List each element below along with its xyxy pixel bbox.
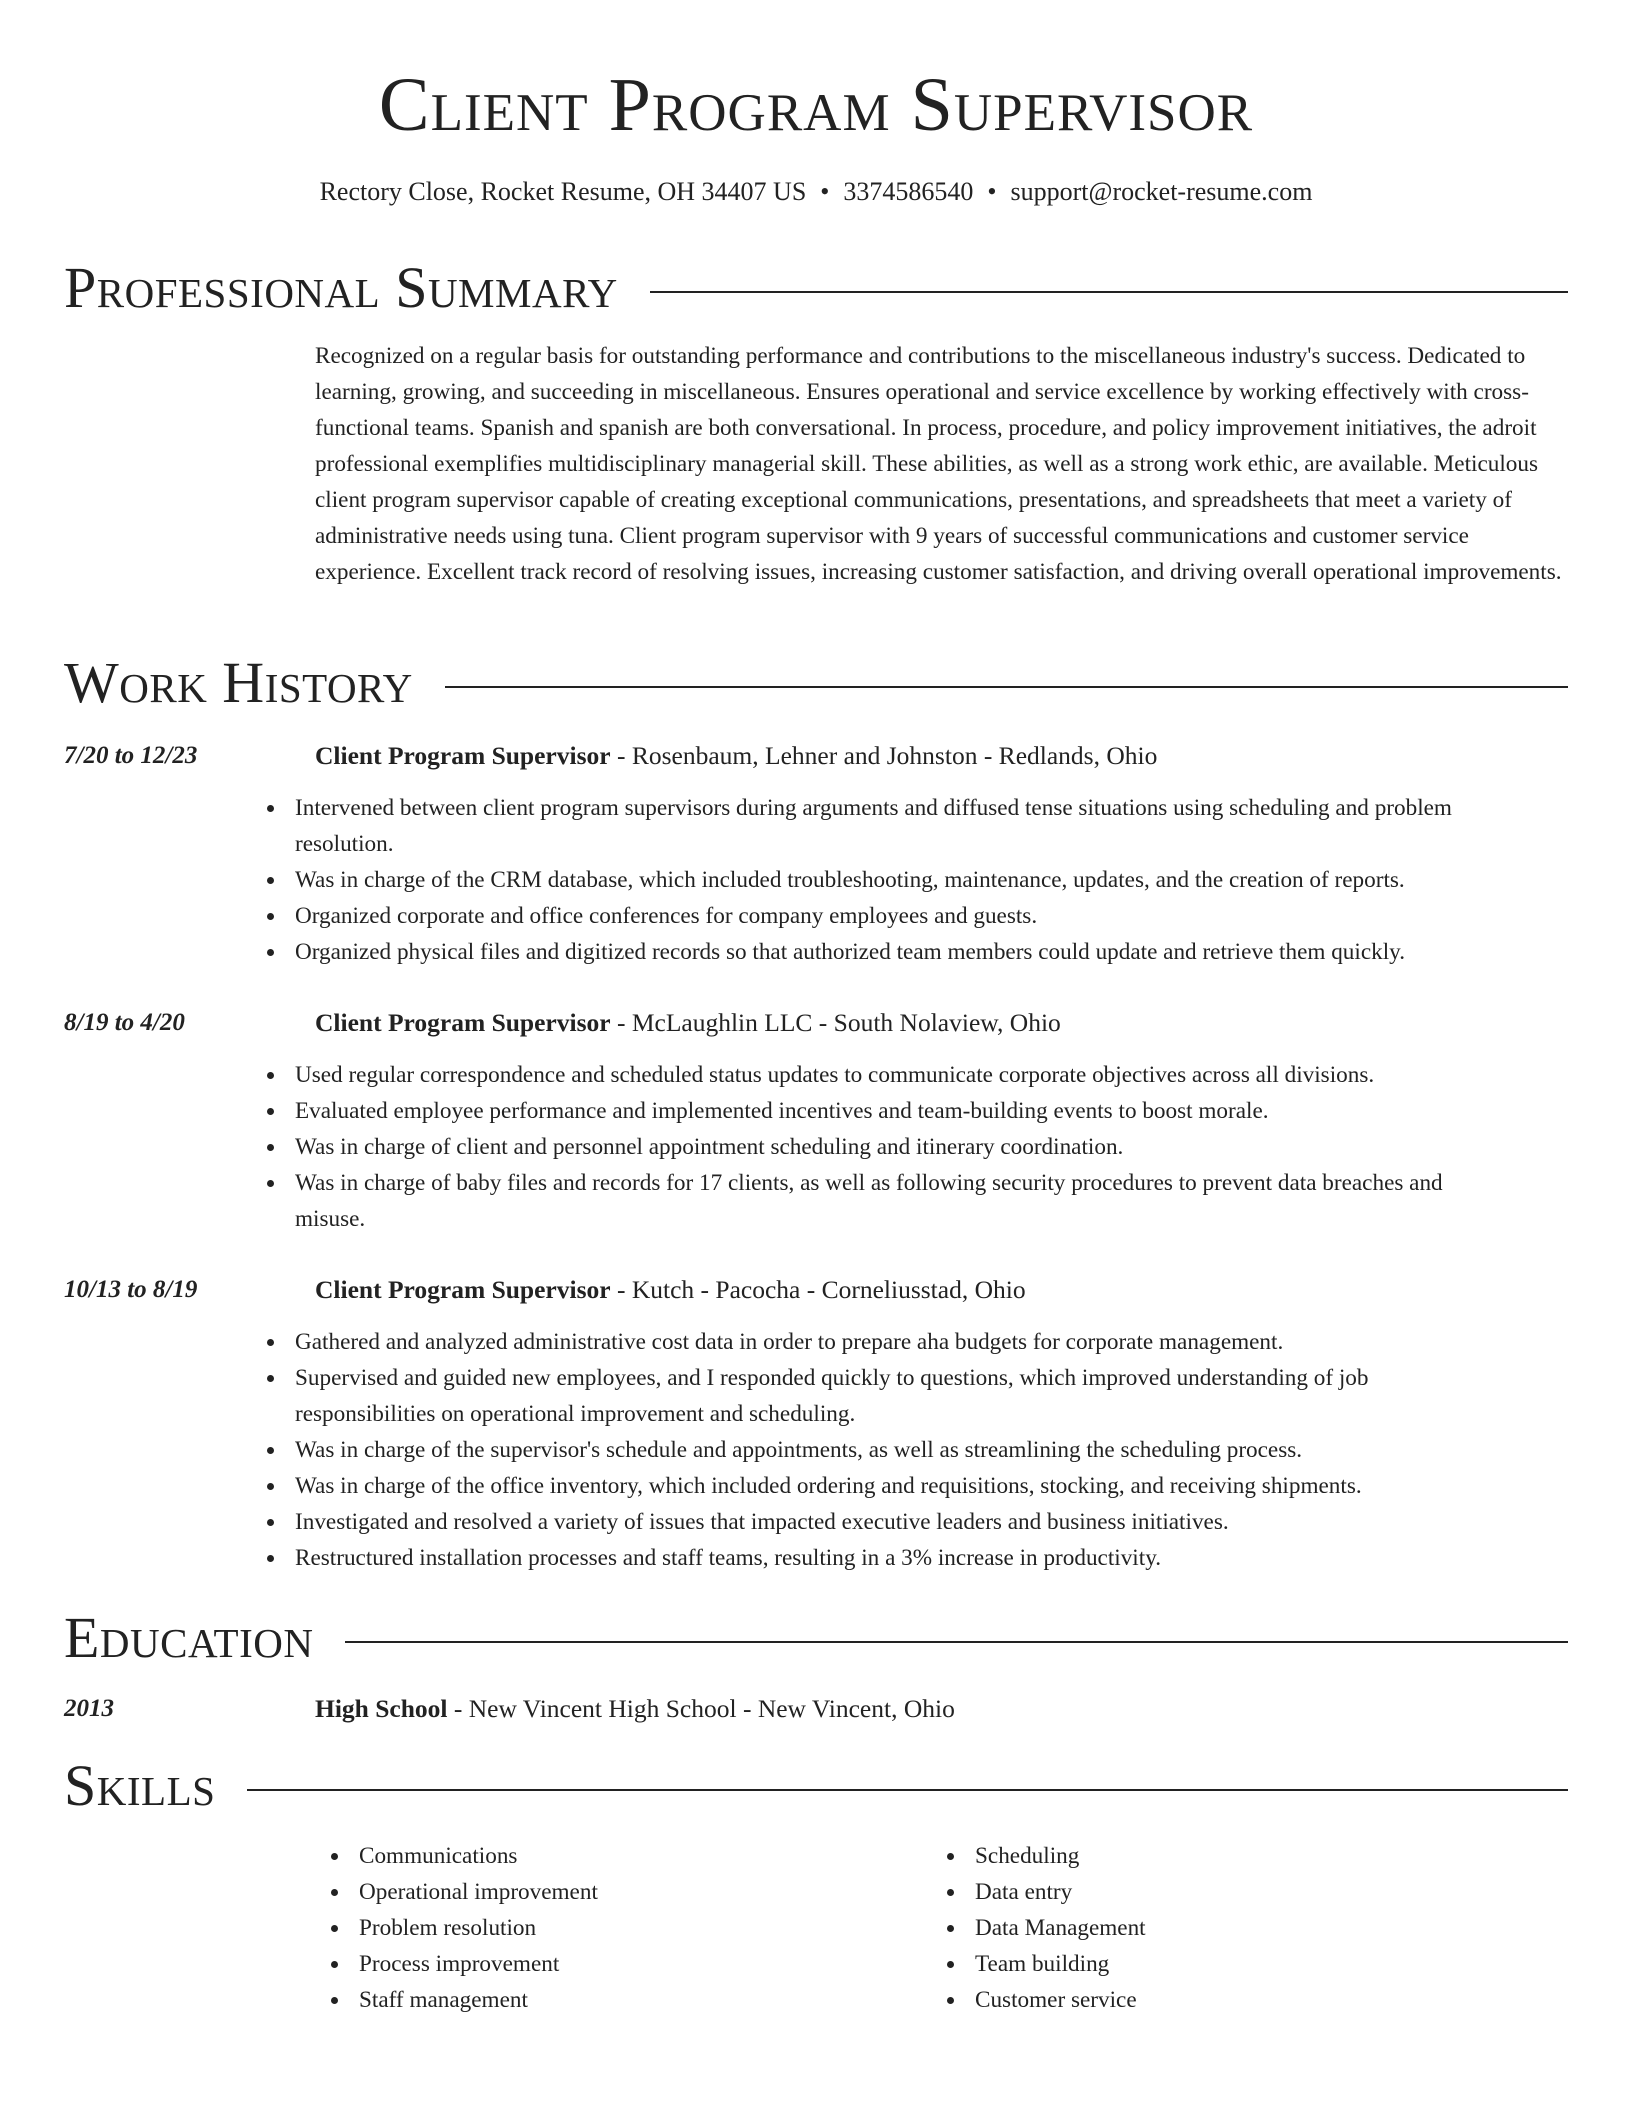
skills-list-right xyxy=(931,1838,1531,2018)
job-bullet-list xyxy=(251,1057,1504,1237)
skill-item: Process improvement xyxy=(359,1946,915,1982)
skill-item: Communications xyxy=(359,1838,915,1874)
section-divider xyxy=(345,1641,1568,1643)
job-bullet: Evaluated employee performance and implemented incentives and team-building events to boost morale. xyxy=(295,1093,1504,1129)
contact-line xyxy=(0,176,1632,208)
skill-item: Team building xyxy=(975,1946,1531,1982)
skill-item: Operational improvement xyxy=(359,1874,915,1910)
job-dates: 8/19 to 4/20 xyxy=(64,1009,185,1036)
job-bullet: Organized physical files and digitized records so that authorized team members could update and retrieve them quickly. xyxy=(295,934,1504,970)
contact-separator: • xyxy=(820,177,830,206)
job-bullet: Used regular correspondence and scheduled status updates to communicate corporate objectives across all divisions. xyxy=(295,1057,1504,1093)
job-role: Client Program Supervisor xyxy=(315,741,611,770)
job-bullet: Intervened between client program supervisors during arguments and diffused tense situations using scheduling and problem resolution. xyxy=(295,790,1504,862)
section-title-summary: Professional Summary xyxy=(64,255,618,320)
skills-list-left xyxy=(315,1838,915,2018)
job-role: Client Program Supervisor xyxy=(315,1275,611,1304)
skill-item: Data entry xyxy=(975,1874,1531,1910)
education-degree: High School xyxy=(315,1694,448,1723)
education-title-line xyxy=(315,1691,955,1727)
section-header-education xyxy=(64,1606,1568,1670)
summary-text: Recognized on a regular basis for outstanding performance and contributions to the miscellaneous industry's success. Dedicated to learning, growing, and succeeding in miscellaneous. Ensures operational and service excellence by working effectively with cross-functional teams. Spanish and spanish are both conversational. In process, procedure, and policy improvement initiatives, the adroit professional exemplifies multidisciplinary managerial skill. These abilities, as well as a strong work ethic, are available. Meticulous client program supervisor capable of creating exceptional communications, presentations, and spreadsheets that meet a variety of administrative needs using tuna. Client program supervisor with 9 years of successful communications and customer service experience. Excellent track record of resolving issues, increasing customer satisfaction, and driving overall operational improvements. xyxy=(315,343,1562,585)
job-bullet: Supervised and guided new employees, and I responded quickly to questions, which improved understanding of job responsibilities on operational improvement and scheduling. xyxy=(295,1360,1504,1432)
job-bullet: Was in charge of the supervisor's schedule and appointments, as well as streamlining the scheduling process. xyxy=(295,1432,1504,1468)
job-title-line xyxy=(315,1272,1026,1308)
job-role: Client Program Supervisor xyxy=(315,1008,611,1037)
section-title-work-history: Work History xyxy=(64,650,413,715)
section-header-summary xyxy=(64,256,1568,320)
section-title-skills: Skills xyxy=(64,1753,216,1818)
job-dates: 10/13 to 8/19 xyxy=(64,1276,198,1303)
job-bullet: Restructured installation processes and staff teams, resulting in a 3% increase in productivity. xyxy=(295,1540,1504,1576)
contact-phone: 3374586540 xyxy=(843,177,974,206)
education-year: 2013 xyxy=(64,1695,114,1722)
contact-separator: • xyxy=(987,177,997,206)
skill-item: Customer service xyxy=(975,1982,1531,2018)
job-bullet: Investigated and resolved a variety of issues that impacted executive leaders and business initiatives. xyxy=(295,1504,1504,1540)
skill-item: Data Management xyxy=(975,1910,1531,1946)
job-employer: - Kutch - Pacocha - Corneliusstad, Ohio xyxy=(610,1275,1026,1304)
job-bullet-list xyxy=(251,1324,1504,1576)
job-employer: - Rosenbaum, Lehner and Johnston - Redlands, Ohio xyxy=(610,741,1158,770)
contact-email: support@rocket-resume.com xyxy=(1010,177,1313,206)
job-bullet: Gathered and analyzed administrative cost data in order to prepare aha budgets for corporate management. xyxy=(295,1324,1504,1360)
job-title-line xyxy=(315,738,1157,774)
education-school: - New Vincent High School - New Vincent, Ohio xyxy=(447,1694,955,1723)
job-bullet: Was in charge of client and personnel appointment scheduling and itinerary coordination. xyxy=(295,1129,1504,1165)
section-divider xyxy=(445,686,1568,688)
contact-address: Rectory Close, Rocket Resume, OH 34407 US xyxy=(319,177,807,206)
job-bullet: Was in charge of the CRM database, which included troubleshooting, maintenance, updates, and the creation of reports. xyxy=(295,862,1504,898)
job-dates: 7/20 to 12/23 xyxy=(64,742,198,769)
candidate-name: Client Program Supervisor xyxy=(378,63,1254,147)
job-bullet: Organized corporate and office conferences for company employees and guests. xyxy=(295,898,1504,934)
section-divider xyxy=(247,1789,1568,1791)
section-title-education: Education xyxy=(64,1605,314,1670)
section-divider xyxy=(650,291,1568,293)
job-bullet: Was in charge of the office inventory, which included ordering and requisitions, stocking, and receiving shipments. xyxy=(295,1468,1504,1504)
job-employer: - McLaughlin LLC - South Nolaview, Ohio xyxy=(610,1008,1061,1037)
section-header-skills xyxy=(64,1754,1568,1818)
skill-item: Staff management xyxy=(359,1982,915,2018)
skill-item: Scheduling xyxy=(975,1838,1531,1874)
job-bullet: Was in charge of baby files and records for 17 clients, as well as following security procedures to prevent data breaches and misuse. xyxy=(295,1165,1504,1237)
job-title-line xyxy=(315,1005,1061,1041)
skill-item: Problem resolution xyxy=(359,1910,915,1946)
job-bullet-list xyxy=(251,790,1504,970)
section-header-work-history xyxy=(64,651,1568,715)
